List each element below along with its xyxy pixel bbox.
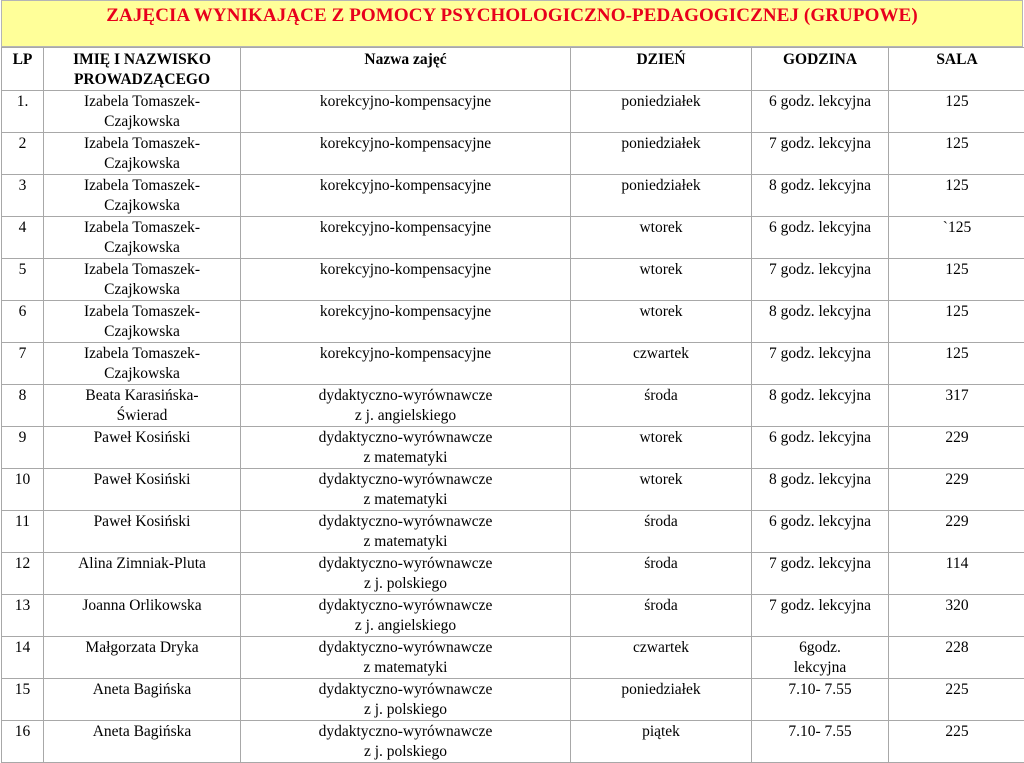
cell-class-name: korekcyjno-kompensacyjne	[241, 301, 571, 343]
cell-room: 125	[889, 133, 1024, 175]
cell-lp: 5	[2, 259, 44, 301]
header-room: SALA	[889, 48, 1024, 91]
cell-lp: 11	[2, 511, 44, 553]
cell-room: 320	[889, 595, 1024, 637]
cell-lp: 7	[2, 343, 44, 385]
cell-time: 6 godz. lekcyjna	[752, 511, 889, 553]
header-day: DZIEŃ	[571, 48, 752, 91]
header-time: GODZINA	[752, 48, 889, 91]
cell-class-name: korekcyjno-kompensacyjne	[241, 259, 571, 301]
cell-day: piątek	[571, 721, 752, 763]
cell-class-name: korekcyjno-kompensacyjne	[241, 175, 571, 217]
cell-teacher-name: Izabela Tomaszek- Czajkowska	[44, 301, 241, 343]
cell-day: czwartek	[571, 637, 752, 679]
table-row	[2, 511, 1024, 553]
cell-room: 125	[889, 259, 1024, 301]
cell-lp: 10	[2, 469, 44, 511]
cell-time: 6 godz. lekcyjna	[752, 91, 889, 133]
table-row	[2, 133, 1024, 175]
cell-lp: 3	[2, 175, 44, 217]
cell-time: 7.10- 7.55	[752, 679, 889, 721]
cell-time: 7 godz. lekcyjna	[752, 133, 889, 175]
table-row	[2, 175, 1024, 217]
cell-teacher-name: Izabela Tomaszek- Czajkowska	[44, 91, 241, 133]
cell-time: 6godz. lekcyjna	[752, 637, 889, 679]
cell-time: 6 godz. lekcyjna	[752, 427, 889, 469]
cell-day: wtorek	[571, 427, 752, 469]
cell-teacher-name: Joanna Orlikowska	[44, 595, 241, 637]
title-banner	[1, 0, 1023, 47]
cell-lp: 13	[2, 595, 44, 637]
cell-teacher-name: Izabela Tomaszek- Czajkowska	[44, 217, 241, 259]
cell-class-name: dydaktyczno-wyrównawcze z matematyki	[241, 637, 571, 679]
cell-day: wtorek	[571, 217, 752, 259]
cell-teacher-name: Paweł Kosiński	[44, 469, 241, 511]
cell-day: wtorek	[571, 259, 752, 301]
cell-day: poniedziałek	[571, 679, 752, 721]
cell-lp: 6	[2, 301, 44, 343]
cell-room: 125	[889, 343, 1024, 385]
cell-time: 8 godz. lekcyjna	[752, 385, 889, 427]
cell-lp: 9	[2, 427, 44, 469]
cell-room: 114	[889, 553, 1024, 595]
cell-day: poniedziałek	[571, 175, 752, 217]
cell-lp: 15	[2, 679, 44, 721]
cell-lp: 4	[2, 217, 44, 259]
cell-day: środa	[571, 385, 752, 427]
header-lp: LP	[2, 48, 44, 91]
table-row	[2, 259, 1024, 301]
cell-class-name: korekcyjno-kompensacyjne	[241, 133, 571, 175]
cell-class-name: dydaktyczno-wyrównawcze z j. angielskiego	[241, 385, 571, 427]
cell-class-name: dydaktyczno-wyrównawcze z j. angielskiego	[241, 595, 571, 637]
cell-teacher-name: Aneta Bagińska	[44, 679, 241, 721]
table-row	[2, 217, 1024, 259]
cell-teacher-name: Izabela Tomaszek- Czajkowska	[44, 175, 241, 217]
cell-teacher-name: Aneta Bagińska	[44, 721, 241, 763]
table-row	[2, 91, 1024, 133]
cell-room: 229	[889, 511, 1024, 553]
cell-class-name: korekcyjno-kompensacyjne	[241, 343, 571, 385]
cell-day: poniedziałek	[571, 91, 752, 133]
cell-class-name: dydaktyczno-wyrównawcze z matematyki	[241, 469, 571, 511]
cell-teacher-name: Alina Zimniak-Pluta	[44, 553, 241, 595]
schedule-rows	[2, 91, 1024, 763]
cell-room: 225	[889, 721, 1024, 763]
cell-teacher-name: Paweł Kosiński	[44, 511, 241, 553]
cell-room: 125	[889, 91, 1024, 133]
cell-day: środa	[571, 553, 752, 595]
cell-class-name: dydaktyczno-wyrównawcze z j. polskiego	[241, 721, 571, 763]
cell-room: 228	[889, 637, 1024, 679]
cell-room: 229	[889, 469, 1024, 511]
cell-time: 7 godz. lekcyjna	[752, 553, 889, 595]
cell-room: `125	[889, 217, 1024, 259]
table-row	[2, 679, 1024, 721]
cell-day: środa	[571, 511, 752, 553]
cell-room: 125	[889, 175, 1024, 217]
cell-lp: 2	[2, 133, 44, 175]
table-row	[2, 637, 1024, 679]
cell-day: czwartek	[571, 343, 752, 385]
cell-teacher-name: Małgorzata Dryka	[44, 637, 241, 679]
cell-day: środa	[571, 595, 752, 637]
cell-room: 225	[889, 679, 1024, 721]
cell-teacher-name: Izabela Tomaszek- Czajkowska	[44, 259, 241, 301]
table-row	[2, 301, 1024, 343]
cell-teacher-name: Izabela Tomaszek- Czajkowska	[44, 343, 241, 385]
cell-teacher-name: Paweł Kosiński	[44, 427, 241, 469]
header-class-name: Nazwa zajęć	[241, 48, 571, 91]
table-row	[2, 469, 1024, 511]
cell-teacher-name: Izabela Tomaszek- Czajkowska	[44, 133, 241, 175]
table-row	[2, 595, 1024, 637]
table-row	[2, 721, 1024, 763]
cell-class-name: dydaktyczno-wyrównawcze z j. polskiego	[241, 679, 571, 721]
cell-lp: 12	[2, 553, 44, 595]
cell-time: 7 godz. lekcyjna	[752, 595, 889, 637]
table-row	[2, 553, 1024, 595]
table-row	[2, 385, 1024, 427]
cell-time: 7 godz. lekcyjna	[752, 343, 889, 385]
cell-time: 6 godz. lekcyjna	[752, 217, 889, 259]
cell-class-name: dydaktyczno-wyrównawcze z j. polskiego	[241, 553, 571, 595]
cell-teacher-name: Beata Karasińska- Świerad	[44, 385, 241, 427]
cell-lp: 16	[2, 721, 44, 763]
cell-time: 7 godz. lekcyjna	[752, 259, 889, 301]
cell-day: wtorek	[571, 469, 752, 511]
document-title: ZAJĘCIA WYNIKAJĄCE Z POMOCY PSYCHOLOGICZNO-PEDAGOGICZNEJ (GRUPOWE)	[2, 5, 1022, 27]
cell-room: 125	[889, 301, 1024, 343]
cell-lp: 1.	[2, 91, 44, 133]
cell-class-name: dydaktyczno-wyrównawcze z matematyki	[241, 427, 571, 469]
cell-room: 229	[889, 427, 1024, 469]
cell-class-name: korekcyjno-kompensacyjne	[241, 217, 571, 259]
cell-room: 317	[889, 385, 1024, 427]
header-row	[2, 48, 1024, 91]
cell-time: 8 godz. lekcyjna	[752, 175, 889, 217]
header-teacher-name: IMIĘ I NAZWISKO PROWADZĄCEGO	[44, 48, 241, 91]
cell-day: wtorek	[571, 301, 752, 343]
cell-time: 7.10- 7.55	[752, 721, 889, 763]
cell-lp: 8	[2, 385, 44, 427]
cell-time: 8 godz. lekcyjna	[752, 301, 889, 343]
table-row	[2, 343, 1024, 385]
cell-lp: 14	[2, 637, 44, 679]
cell-class-name: dydaktyczno-wyrównawcze z matematyki	[241, 511, 571, 553]
cell-day: poniedziałek	[571, 133, 752, 175]
schedule-table	[1, 47, 1024, 763]
cell-class-name: korekcyjno-kompensacyjne	[241, 91, 571, 133]
cell-time: 8 godz. lekcyjna	[752, 469, 889, 511]
table-row	[2, 427, 1024, 469]
